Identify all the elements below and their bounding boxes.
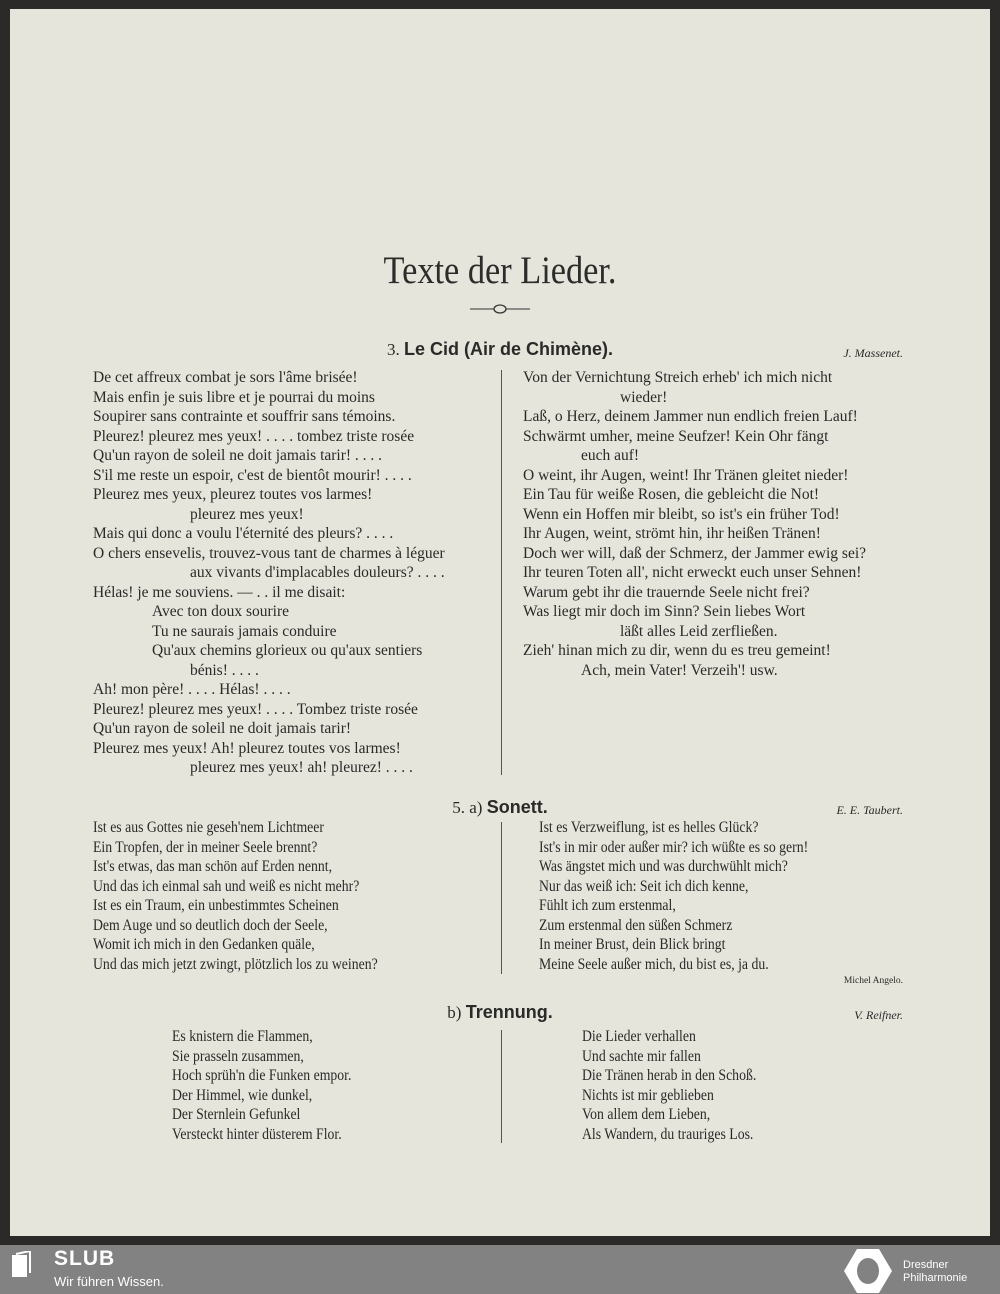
verse-line: Die Lieder verhallen bbox=[582, 1028, 696, 1045]
slub-logo-text: SLUB bbox=[54, 1247, 116, 1270]
verse-line: Was ängstet mich und was durchwühlt mich? bbox=[539, 858, 788, 875]
verse-line: Und das ich einmal sah und weiß es nicht mehr? bbox=[93, 877, 360, 895]
verse-line: Von der Vernichtung Streich erheb' ich mich nicht bbox=[523, 369, 833, 386]
song-name: Trennung. bbox=[465, 1002, 553, 1022]
trennung-text-left bbox=[172, 1027, 381, 1144]
verse-line: Schwärmt umher, meine Seufzer! Kein Ohr fängt bbox=[523, 427, 829, 445]
verse-line: S'il me reste un espoir, c'est de bientôt mourir! . . . . bbox=[93, 466, 412, 484]
cid-text-french bbox=[93, 368, 445, 778]
ornament-divider bbox=[470, 303, 530, 315]
verse-line: Ihr teuren Toten all', nicht erweckt euch unser Sehnen! bbox=[523, 564, 862, 581]
verse-line: Der Himmel, wie dunkel, bbox=[172, 1086, 313, 1104]
verse-line: Avec ton doux sourire bbox=[152, 603, 290, 620]
poet-credit: Michel Angelo. bbox=[843, 976, 903, 986]
cid-text-german bbox=[523, 368, 866, 680]
verse-line: O chers ensevelis, trouvez-vous tant de charmes à léguer bbox=[93, 544, 445, 562]
verse-line: aux vivants d'implacables douleurs? . . . . bbox=[190, 564, 445, 581]
verse-line: Ihr Augen, weint, strömt hin, ihr heißen Tränen! bbox=[523, 525, 821, 542]
verse-line: euch auf! bbox=[581, 447, 640, 464]
verse-line: bénis! . . . . bbox=[190, 661, 259, 679]
page-title: Texte der Lieder. bbox=[383, 249, 617, 292]
verse-line: Von allem dem Lieben, bbox=[582, 1106, 711, 1123]
verse-line: Hoch sprüh'n die Funken empor. bbox=[172, 1067, 352, 1084]
verse-line: Ah! mon père! . . . . Hélas! . . . . bbox=[93, 681, 291, 698]
verse-line: Womit ich mich in den Gedanken quäle, bbox=[93, 936, 315, 953]
column-divider bbox=[501, 822, 502, 974]
verse-line: Pleurez mes yeux, pleurez toutes vos larmes! bbox=[93, 486, 373, 503]
verse-line: Ein Tropfen, der in meiner Seele brennt? bbox=[93, 838, 318, 856]
song-name: Le Cid (Air de Chimène). bbox=[403, 339, 614, 359]
verse-line: Mais qui donc a voulu l'éternité des pleurs? . . . . bbox=[93, 525, 394, 542]
verse-line: Pleurez! pleurez mes yeux! . . . . tombez triste rosée bbox=[93, 427, 415, 445]
verse-line: Ist es Verzweiflung, ist es helles Glück? bbox=[539, 819, 759, 836]
verse-line: Ach, mein Vater! Verzeih'! usw. bbox=[581, 661, 778, 679]
slub-book-icon bbox=[12, 1251, 34, 1277]
composer: E. E. Taubert. bbox=[836, 803, 903, 817]
song-number: 3. bbox=[386, 340, 400, 359]
partner-line-1: Dresdner bbox=[903, 1259, 949, 1271]
verse-line: Was liegt mir doch im Sinn? Sein liebes Wort bbox=[523, 603, 806, 620]
verse-line: Laß, o Herz, deinem Jammer nun endlich freien Lauf! bbox=[523, 408, 858, 425]
partner-name bbox=[903, 1259, 967, 1285]
trennung-text-right bbox=[582, 1027, 785, 1144]
verse-line: Zieh' hinan mich zu dir, wenn du es treu gemeint! bbox=[523, 642, 831, 659]
composer: V. Reifner. bbox=[854, 1008, 903, 1022]
verse-line: Pleurez! pleurez mes yeux! . . . . Tombez triste rosée bbox=[93, 700, 418, 718]
verse-line: Pleurez mes yeux! Ah! pleurez toutes vos larmes! bbox=[93, 739, 401, 757]
composer: J. Massenet. bbox=[843, 346, 903, 360]
verse-line: Ein Tau für weiße Rosen, die gebleicht die Not! bbox=[523, 486, 820, 503]
song-name: Sonett. bbox=[486, 797, 548, 817]
verse-line: Tu ne saurais jamais conduire bbox=[152, 622, 337, 640]
verse-line: Dem Auge und so deutlich doch der Seele, bbox=[93, 916, 328, 934]
verse-line: Versteckt hinter düsterem Flor. bbox=[172, 1125, 342, 1143]
verse-line: Qu'aux chemins glorieux ou qu'aux sentiers bbox=[152, 642, 423, 659]
verse-line: Der Sternlein Gefunkel bbox=[172, 1106, 301, 1123]
verse-line: In meiner Brust, dein Blick bringt bbox=[539, 936, 726, 953]
song-number: b) bbox=[447, 1003, 462, 1022]
verse-line: Hélas! je me souviens. — . . il me disait: bbox=[93, 583, 346, 601]
song-heading-trennung bbox=[0, 1002, 1000, 1023]
verse-line: Qu'un rayon de soleil ne doit jamais tarir! bbox=[93, 720, 352, 737]
verse-line: Und sachte mir fallen bbox=[582, 1047, 701, 1065]
verse-line: Ist's in mir oder außer mir? ich wüßte es so gern! bbox=[539, 838, 809, 856]
verse-line: Als Wandern, du trauriges Los. bbox=[582, 1125, 754, 1143]
verse-line: O weint, ihr Augen, weint! Ihr Tränen gleitet nieder! bbox=[523, 466, 849, 484]
verse-line: Soupirer sans contrainte et souffrir sans témoins. bbox=[93, 408, 396, 425]
verse-line: Mais enfin je suis libre et je pourrai du moins bbox=[93, 388, 375, 406]
verse-line: Meine Seele außer mich, du bist es, ja du. bbox=[539, 955, 769, 973]
verse-line: Fühlt ich zum erstenmal, bbox=[539, 897, 676, 914]
verse-line: Qu'un rayon de soleil ne doit jamais tarir! . . . . bbox=[93, 447, 383, 464]
verse-line: De cet affreux combat je sors l'âme brisée! bbox=[93, 369, 358, 386]
sonett-text-left bbox=[93, 818, 424, 974]
column-divider bbox=[501, 370, 502, 775]
verse-line: Ist es ein Traum, ein unbestimmtes Scheinen bbox=[93, 897, 339, 914]
verse-line: Wenn ein Hoffen mir bleibt, so ist's ein früher Tod! bbox=[523, 505, 840, 523]
verse-line: Sie prasseln zusammen, bbox=[172, 1047, 304, 1065]
philharmonie-logo-icon bbox=[843, 1248, 893, 1294]
footer-bar bbox=[0, 1245, 1000, 1294]
slub-tagline: Wir führen Wissen. bbox=[54, 1274, 164, 1289]
verse-line: Warum gebt ihr die trauernde Seele nicht frei? bbox=[523, 583, 810, 601]
column-divider bbox=[501, 1030, 502, 1143]
verse-line: Doch wer will, daß der Schmerz, der Jammer ewig sei? bbox=[523, 544, 867, 562]
verse-line: Es knistern die Flammen, bbox=[172, 1028, 313, 1045]
verse-line: wieder! bbox=[620, 388, 668, 406]
verse-line: Nur das weiß ich: Seit ich dich kenne, bbox=[539, 877, 749, 895]
verse-line: Und das mich jetzt zwingt, plötzlich los zu weinen? bbox=[93, 955, 378, 973]
song-number: 5. a) bbox=[452, 798, 483, 817]
verse-line: Zum erstenmal den süßen Schmerz bbox=[539, 916, 733, 934]
verse-line: Ist's etwas, das man schön auf Erden nennt, bbox=[93, 858, 333, 875]
verse-line: Nichts ist mir geblieben bbox=[582, 1086, 714, 1104]
verse-line: pleurez mes yeux! ah! pleurez! . . . . bbox=[190, 759, 413, 776]
partner-line-2: Philharmonie bbox=[903, 1272, 968, 1284]
verse-line: pleurez mes yeux! bbox=[190, 505, 304, 523]
verse-line: Ist es aus Gottes nie geseh'nem Lichtmeer bbox=[93, 819, 324, 836]
verse-line: läßt alles Leid zerfließen. bbox=[620, 622, 778, 640]
sonett-text-right bbox=[539, 818, 852, 974]
verse-line: Die Tränen herab in den Schoß. bbox=[582, 1067, 757, 1084]
